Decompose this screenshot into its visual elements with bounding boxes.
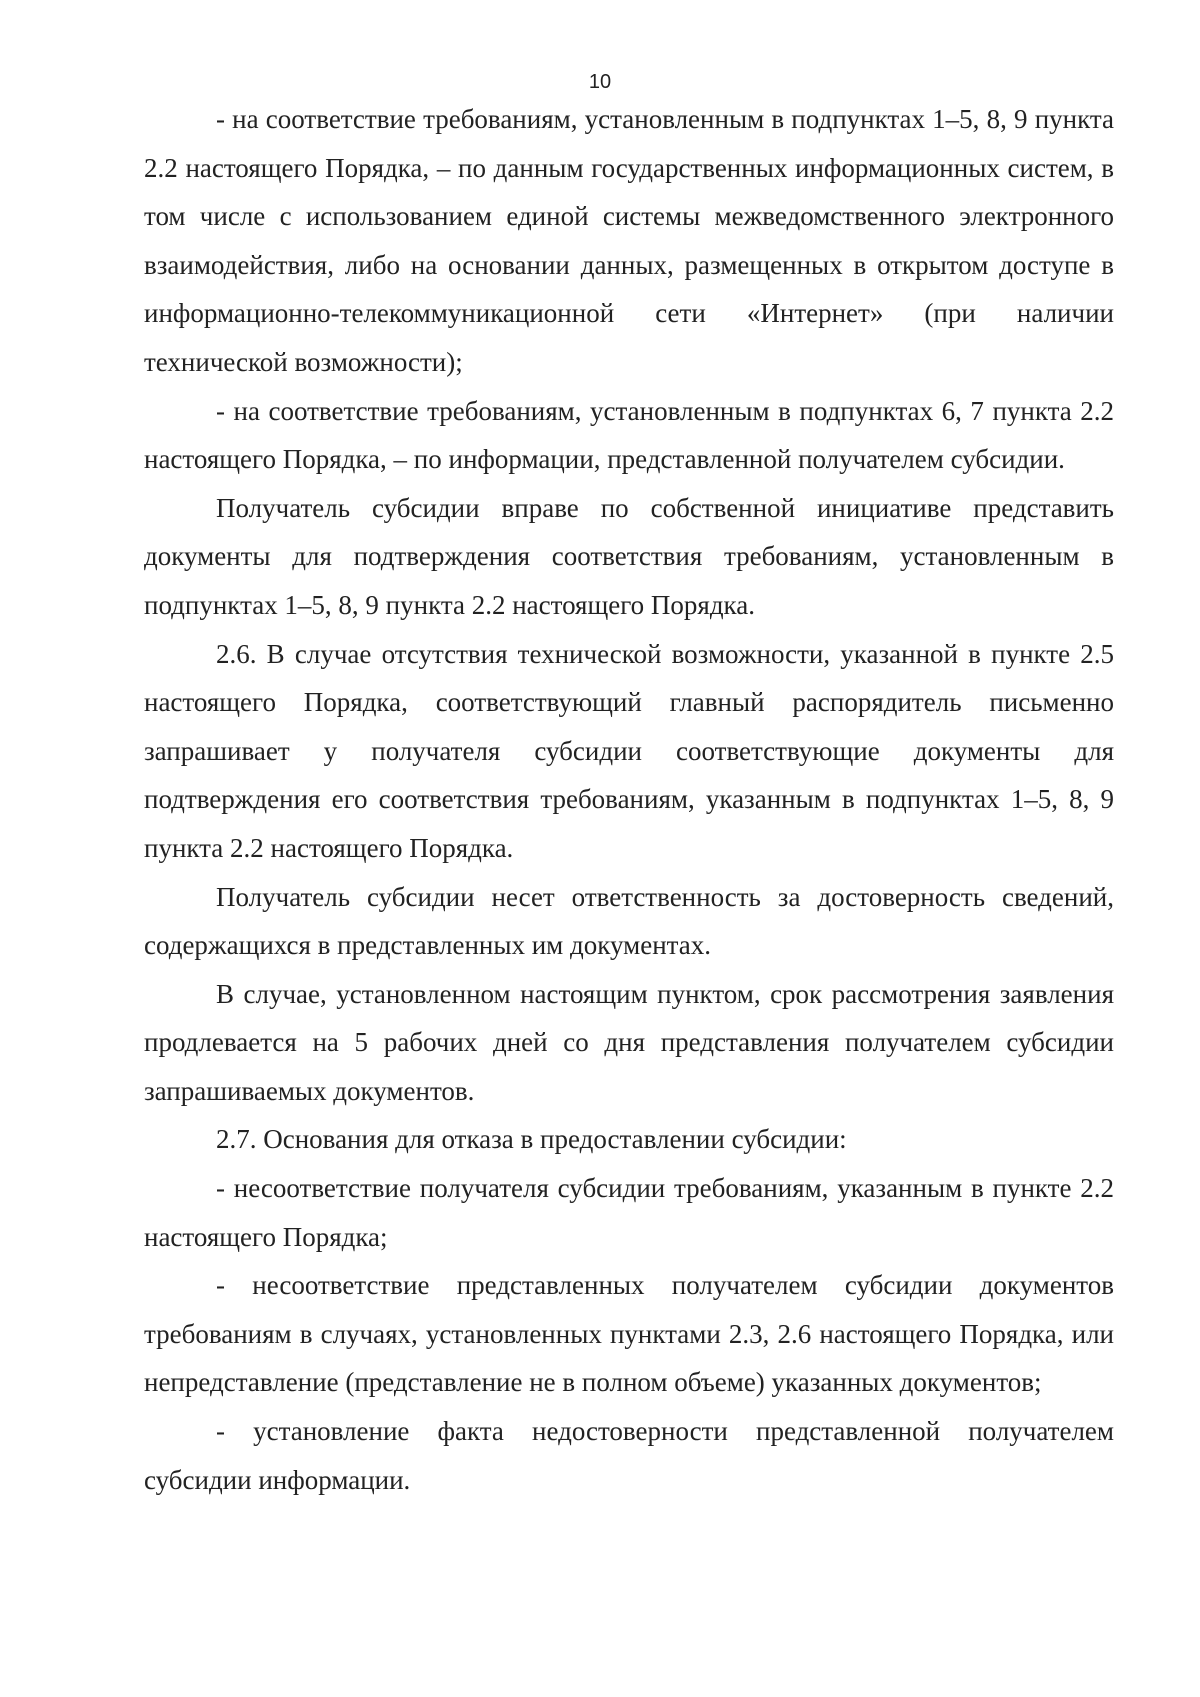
paragraph: - несоответствие представленных получателем субсидии документов требованиям в случаях, установленных пунктами 2.3, 2.6 настоящего Порядка, или непредставление (представление не в полном объеме) указанных документов;	[144, 1270, 1114, 1398]
paragraph: 2.6. В случае отсутствия технической возможности, указанной в пункте 2.5 настоящего Порядка, соответствующий главный распорядитель письменно запрашивает у получателя субсидии соответствующие документы для подтверждения его соответствия требованиям, указанным в подпунктах 1–5, 8, 9 пункта 2.2 настоящего Порядка.	[144, 638, 1114, 863]
paragraph: 2.7. Основания для отказа в предоставлении субсидии:	[216, 1124, 847, 1155]
document-body	[144, 95, 1114, 1504]
page-number: 10	[588, 71, 612, 93]
paragraph: - установление факта недостоверности представленной получателем субсидии информации.	[144, 1416, 1114, 1495]
paragraph: Получатель субсидии вправе по собственной инициативе представить документы для подтверждения соответствия требованиям, установленным в подпунктах 1–5, 8, 9 пункта 2.2 настоящего Порядка.	[144, 492, 1114, 620]
paragraph: - на соответствие требованиям, установленным в подпунктах 6, 7 пункта 2.2 настоящего Порядка, – по информации, представленной получателем субсидии.	[144, 395, 1114, 475]
paragraph: В случае, установленном настоящим пунктом, срок рассмотрения заявления продлевается на 5 рабочих дней со дня представления получателем субсидии запрашиваемых документов.	[144, 978, 1114, 1106]
paragraph: Получатель субсидии несет ответственность за достоверность сведений, содержащихся в представленных им документах.	[144, 881, 1114, 961]
paragraph: - несоответствие получателя субсидии требованиям, указанным в пункте 2.2 настоящего Порядка;	[144, 1173, 1114, 1252]
paragraph: - на соответствие требованиям, установленным в подпунктах 1–5, 8, 9 пункта 2.2 настоящего Порядка, – по данным государственных информационных систем, в том числе с использованием единой системы межведомственного электронного взаимодействия, либо на основании данных, размещенных в открытом доступе в информационно-телекоммуникационной сети «Интернет» (при наличии технической возможности);	[144, 104, 1114, 377]
